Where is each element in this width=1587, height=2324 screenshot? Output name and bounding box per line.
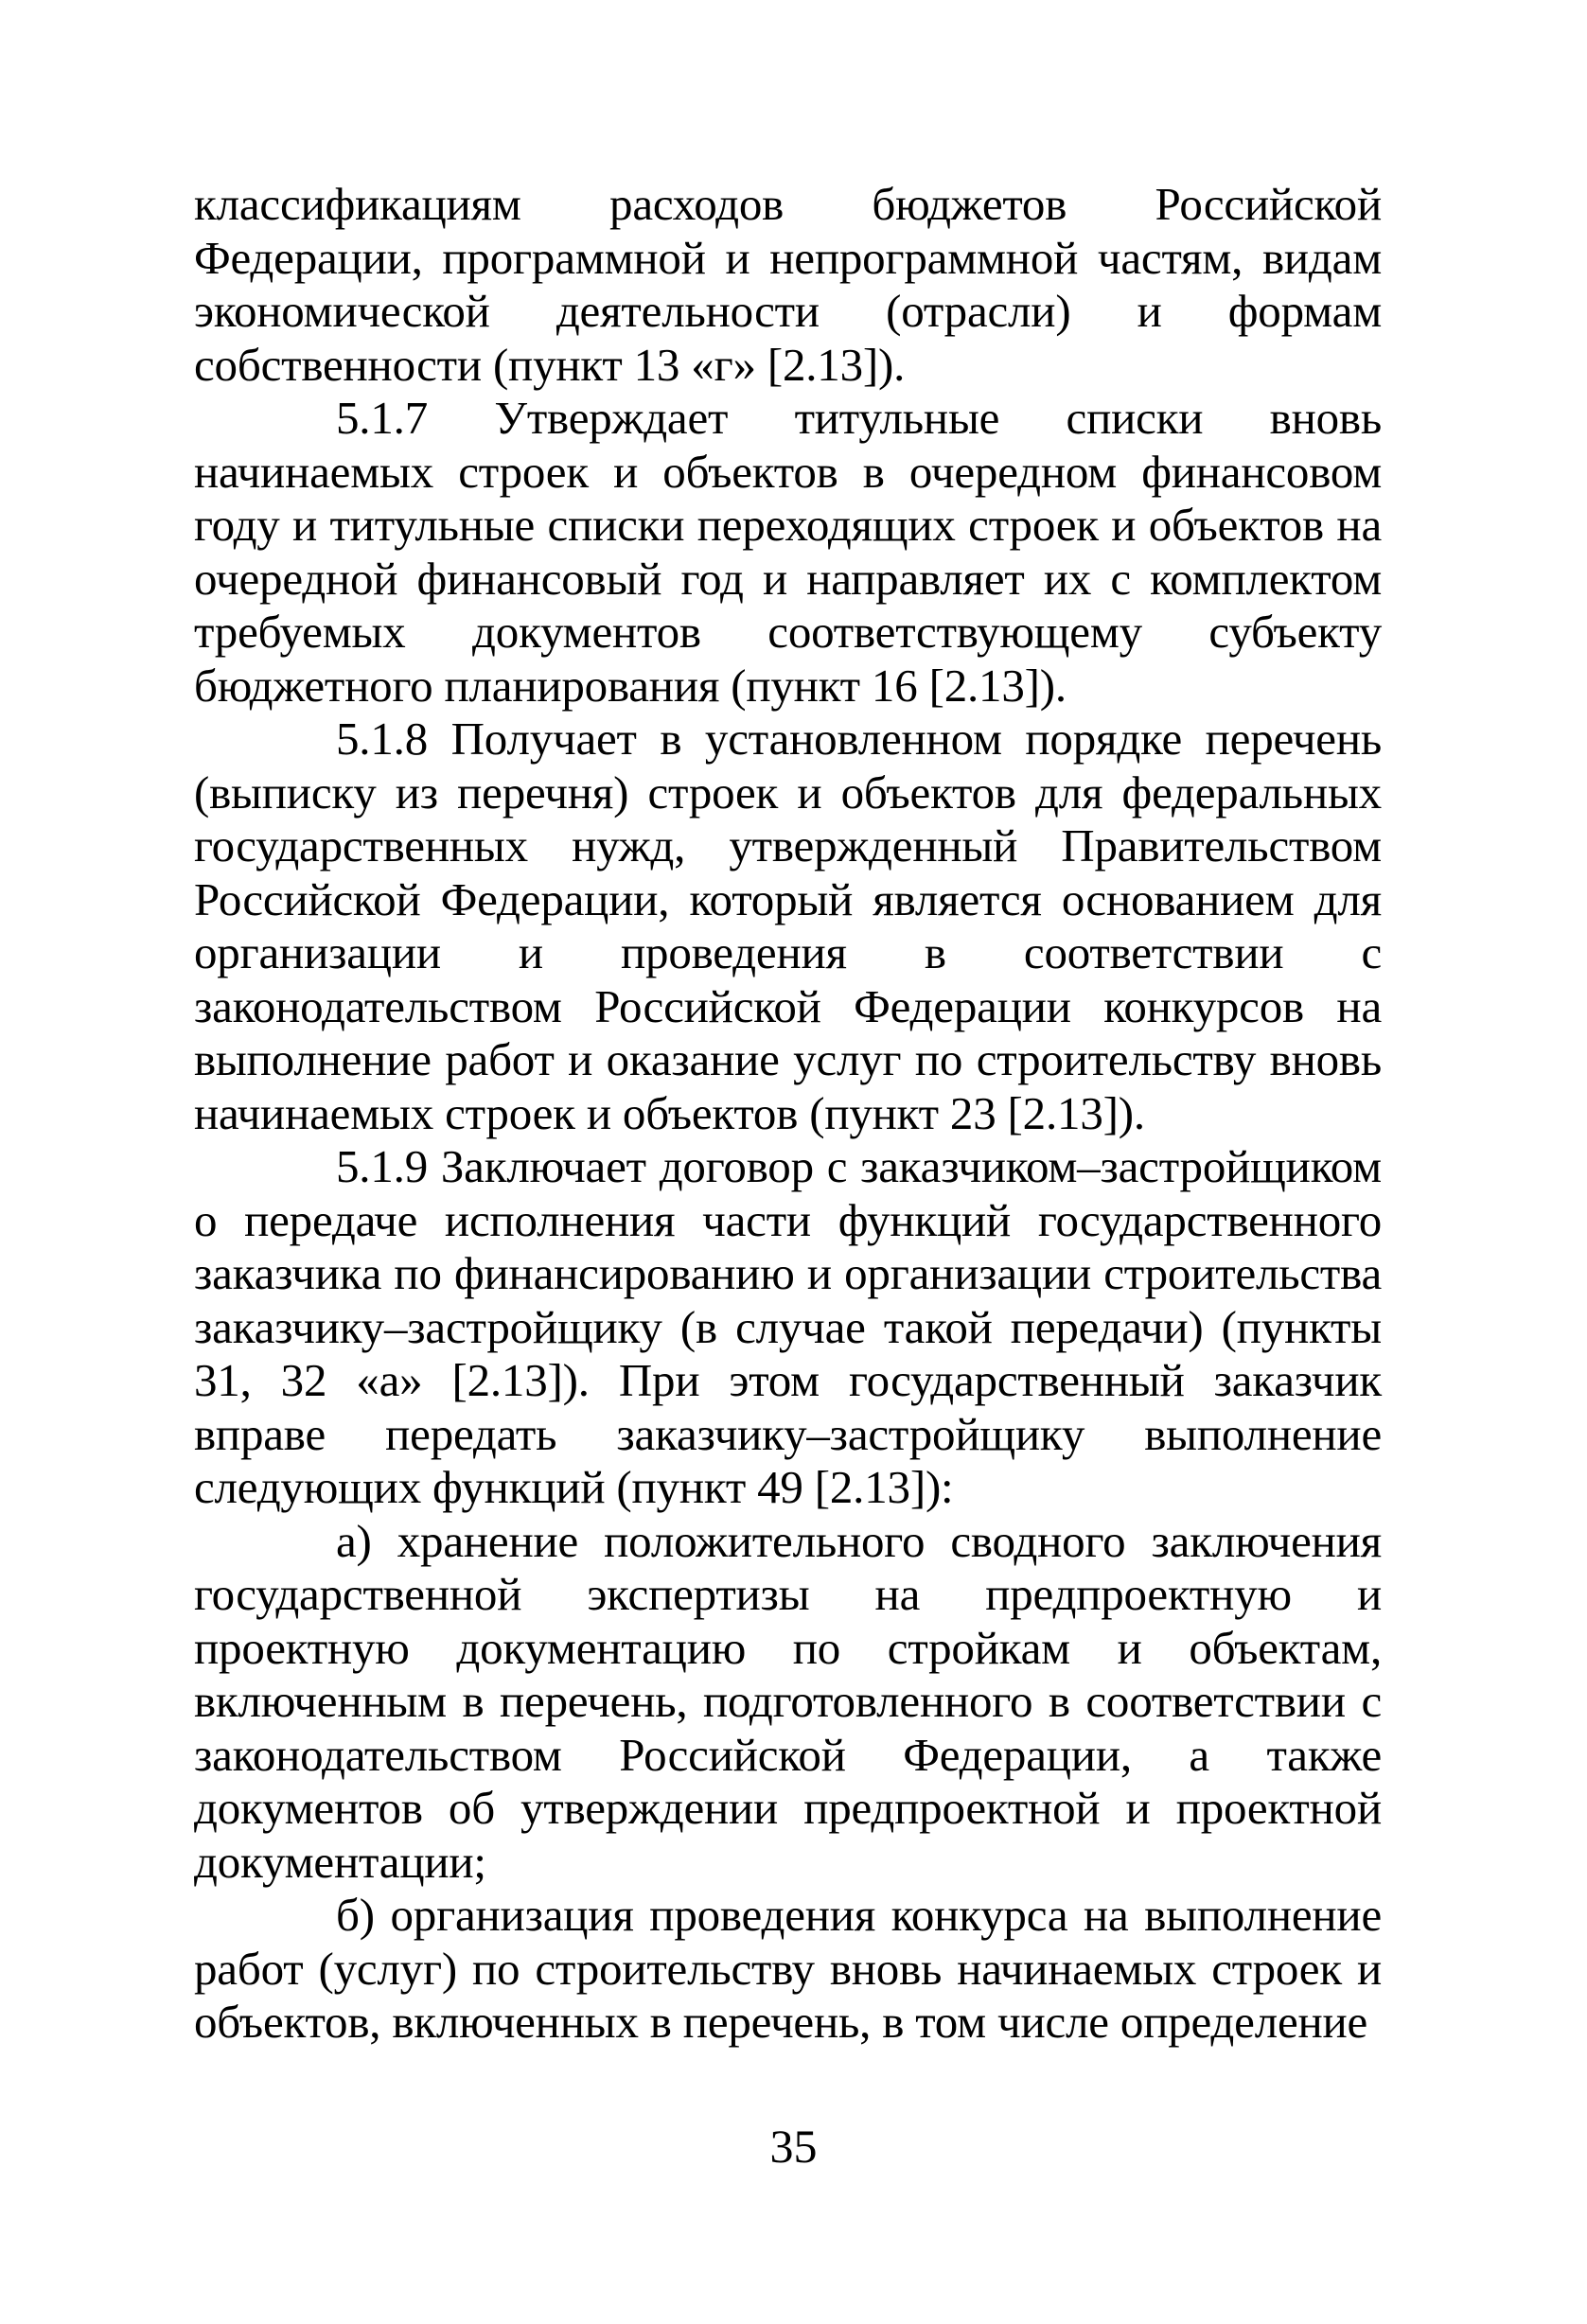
body-text [194,178,1382,2050]
paragraph-5-1-7: 5.1.7 Утверждает титульные списки вновь начинаемых строек и объектов в очередном финансовом году и титульные списки переходящих строек и объектов на очередной финансовый год и направляет их с комплектом требуемых документов соответствующему субъекту бюджетного планирования (пункт 16 [2.13]). [194,392,1382,712]
paragraph-continuation: классификациям расходов бюджетов Российской Федерации, программной и непрограммной частям, видам экономической деятельности (отрасли) и формам собственности (пункт 13 «г» [2.13]). [194,178,1382,391]
list-item-b: б) организация проведения конкурса на выполнение работ (услуг) по строительству вновь начинаемых строек и объектов, включенных в перечень, в том числе определение [194,1889,1382,2048]
paragraph-5-1-8: 5.1.8 Получает в установленном порядке перечень (выписку из перечня) строек и объектов для федеральных государственных нужд, утвержденный Правительством Российской Федерации, который является основанием для организации и проведения в соответствии с законодательством Российской Федерации конкурсов на выполнение работ и оказание услуг по строительству вновь начинаемых строек и объектов (пункт 23 [2.13]). [194,713,1382,1139]
paragraph-5-1-9: 5.1.9 Заключает договор с заказчиком–застройщиком о передаче исполнения части функций государственного заказчика по финансированию и организации строительства заказчику–застройщику (в случае такой передачи) (пункты 31, 32 «а» [2.13]). При этом государственный заказчик вправе передать заказчику–застройщику выполнение следующих функций (пункт 49 [2.13]): [194,1140,1382,1513]
page-number: 35 [769,2120,818,2173]
list-item-a: а) хранение положительного сводного заключения государственной экспертизы на предпроектную и проектную документацию по стройкам и объектам, включенным в перечень, подготовленного в соответствии с законодательством Российской Федерации, а также документов об утверждении предпроектной и проектной документации; [194,1514,1382,1888]
